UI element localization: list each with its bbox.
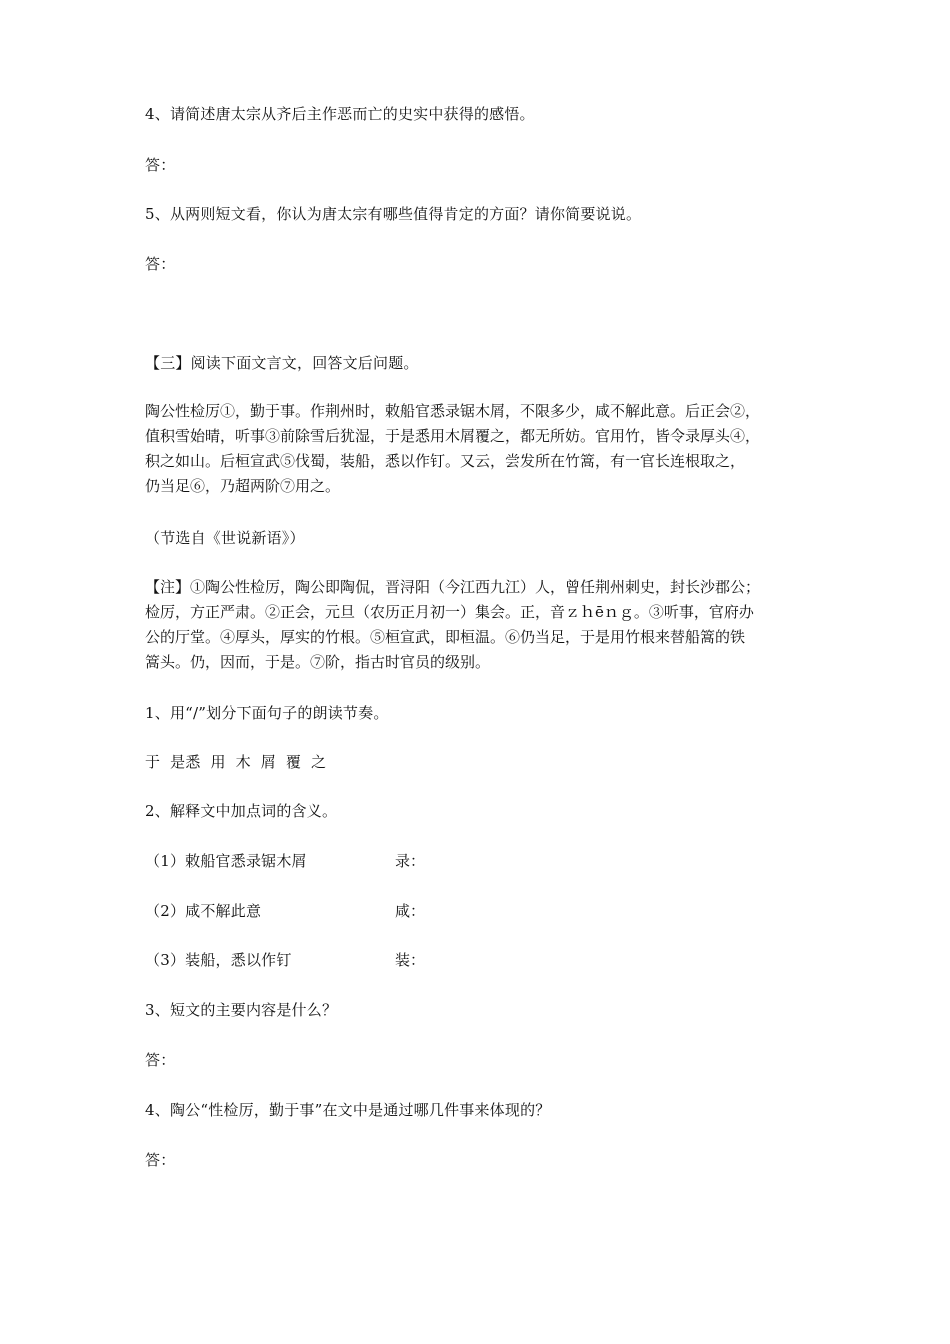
define-item-3-phrase: （3）装船，悉以作钉 bbox=[145, 951, 292, 969]
define-item-3-word: 装： bbox=[395, 951, 426, 969]
note-line: 检厉，方正严肃。②正会，元旦（农历正月初一）集会。正，音ｚｈēｎｇ。③听事，官府办 bbox=[145, 603, 754, 621]
question-2-define: 2、解释文中加点词的含义。 bbox=[145, 802, 338, 820]
question-4-tang: 4、请简述唐太宗从齐后主作恶而亡的史实中获得的感悟。 bbox=[145, 105, 535, 123]
question-5-tang: 5、从两则短文看，你认为唐太宗有哪些值得肯定的方面？请你简要说说。 bbox=[145, 205, 642, 223]
passage-line: 陶公性检厉①，勤于事。作荆州时，敕船官悉录锯木屑，不限多少，咸不解此意。后正会②， bbox=[145, 402, 761, 420]
note-line: 公的厅堂。④厚头，厚实的竹根。⑤桓宣武，即桓温。⑥仍当足，于是用竹根来替船篙的铁 bbox=[145, 628, 746, 646]
question-3-content: 3、短文的主要内容是什么？ bbox=[145, 1001, 338, 1019]
define-item-1-word: 录： bbox=[395, 852, 426, 870]
define-item-2-word: 咸： bbox=[395, 902, 426, 920]
answer-label-3: 答： bbox=[145, 1051, 176, 1069]
passage-source: （节选自《世说新语》） bbox=[145, 529, 305, 547]
answer-label-4-tang: 答： bbox=[145, 156, 176, 174]
answer-label-4-taogong: 答： bbox=[145, 1151, 176, 1169]
section-three-heading: 【三】阅读下面文言文，回答文后问题。 bbox=[145, 354, 419, 372]
define-item-2-phrase: （2）咸不解此意 bbox=[145, 902, 262, 920]
note-line: 【注】①陶公性检厉，陶公即陶侃，晋浔阳（今江西九江）人，曾任荆州刺史，封长沙郡公； bbox=[145, 578, 761, 596]
passage-line: 值积雪始晴，听事③前除雪后犹湿，于是悉用木屑覆之，都无所妨。官用竹，皆令录厚头④， bbox=[145, 427, 761, 445]
note-line: 篙头。仍，因而，于是。⑦阶，指古时官员的级别。 bbox=[145, 653, 491, 671]
passage-line: 仍当足⑥，乃超两阶⑦用之。 bbox=[145, 477, 341, 495]
classical-passage bbox=[145, 399, 825, 499]
question-4-taogong: 4、陶公“性检厉，勤于事”在文中是通过哪几件事来体现的？ bbox=[145, 1101, 551, 1119]
question-1-rhythm: 1、用“/”划分下面句子的朗读节奏。 bbox=[145, 704, 389, 722]
passage-line: 积之如山。后桓宣武⑤伐蜀，装船，悉以作钉。又云，尝发所在竹篙，有一官长连根取之， bbox=[145, 452, 746, 470]
rhythm-sentence: 于 是悉 用 木 屑 覆 之 bbox=[145, 753, 327, 771]
define-item-1-phrase: （1）敕船官悉录锯木屑 bbox=[145, 852, 307, 870]
answer-label-5-tang: 答： bbox=[145, 255, 176, 273]
annotation-notes bbox=[145, 575, 825, 675]
